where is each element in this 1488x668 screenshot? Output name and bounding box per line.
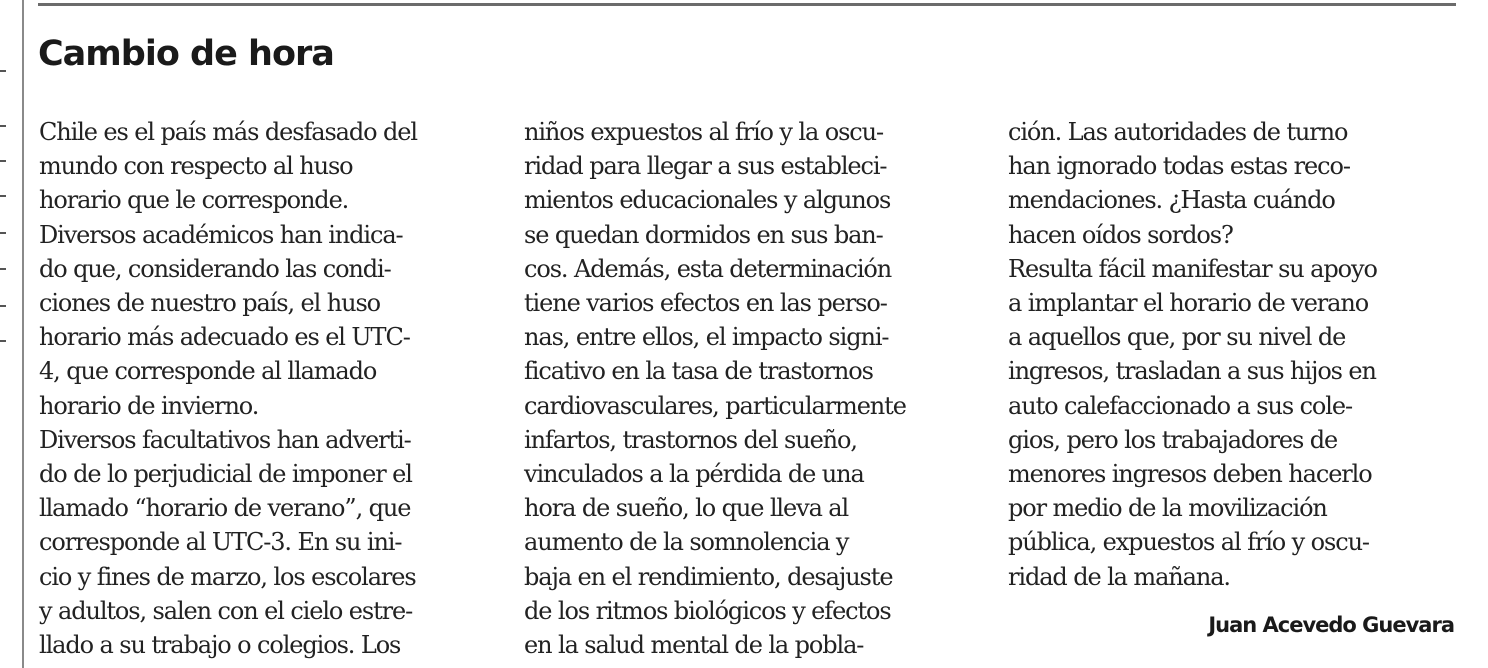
article-text-line: ciones de nuestro país, el huso [39,289,381,318]
article-text-line: cos. Además, esta determinación [524,254,892,283]
article-text-line: de los ritmos biológicos y efectos [524,596,891,625]
article-headline: Cambio de hora [38,34,334,74]
article-text-line: menores ingresos deben hacerlo [1008,460,1372,489]
article-text-line: a aquellos que, por su nivel de [1008,323,1346,352]
article-text-line: cio y fines de marzo, los escolares [39,562,416,591]
article-text-line: niños expuestos al frío y la oscu- [524,118,883,146]
article-text-line: en la salud mental de la pobla- [524,631,864,660]
article-text-line: infartos, trastornos del sueño, [524,425,857,454]
article-text-line: Chile es el país más desfasado del [39,118,417,146]
article-text-line: Diversos académicos han indica- [39,220,403,249]
article-text-line: cardiovasculares, particularmente [524,391,906,420]
article-text-line: nas, entre ellos, el impacto signi- [524,323,889,352]
article-text-line: 4, que corresponde al llamado [39,357,377,386]
article-text-line: a implantar el horario de verano [1008,289,1369,318]
author-byline: Juan Acevedo Guevara [1208,613,1454,637]
article-text-line: do de lo perjudicial de imponer el [39,460,412,489]
article-text-line: Resulta fácil manifestar su apoyo [1008,254,1377,283]
article-text-line: mendaciones. ¿Hasta cuándo [1008,186,1335,215]
article-text-line: tiene varios efectos en las perso- [524,289,887,318]
article-text-line: do que, considerando las condi- [39,254,391,283]
article-text-line: ridad para llegar a sus estableci- [524,152,887,181]
article-text-line: mientos educacionales y algunos [524,186,891,215]
left-border-rule [22,0,24,668]
article-text-line: horario de invierno. [39,391,259,420]
article-text-line: ción. Las autoridades de turno [1008,118,1348,146]
article-text-line: hacen oídos sordos? [1008,220,1233,249]
article-text-line: pública, expuestos al frío y oscu- [1008,528,1369,557]
article-column-1 [39,115,499,662]
article-text-line: ficativo en la tasa de trastornos [524,357,873,386]
article-text-line: auto calefaccionado a sus cole- [1008,391,1352,420]
article-text-line: aumento de la somnolencia y [524,528,849,557]
article-text-line: corresponde al UTC-3. En su ini- [39,528,402,557]
article-text-line: se quedan dormidos en sus ban- [524,220,883,249]
article-text-line: ridad de la mañana. [1008,562,1230,591]
article-text-line: horario que le corresponde. [39,186,349,215]
article-text-line: llado a su trabajo o colegios. Los [39,631,401,660]
article-text-line: llamado “horario de verano”, que [39,494,411,523]
article-text-line: vinculados a la pérdida de una [524,460,864,489]
article-text-line: ingresos, trasladan a sus hijos en [1008,357,1376,386]
article-text-line: mundo con respecto al huso [39,152,353,181]
article-text-line: han ignorado todas estas reco- [1008,152,1350,181]
article-text-line: baja en el rendimiento, desajuste [524,562,893,591]
article-text-line: Diversos facultativos han adverti- [39,425,411,454]
article-text-line: y adultos, salen con el cielo estre- [39,596,413,625]
article-text-line: por medio de la movilización [1008,494,1327,523]
article-text-line: horario más adecuado es el UTC- [39,323,410,352]
article-column-3 [1008,115,1468,594]
top-divider-rule [38,3,1456,6]
article-column-2 [524,115,984,662]
article-text-line: hora de sueño, lo que lleva al [524,494,849,523]
article-text-line: gios, pero los trabajadores de [1008,425,1338,454]
